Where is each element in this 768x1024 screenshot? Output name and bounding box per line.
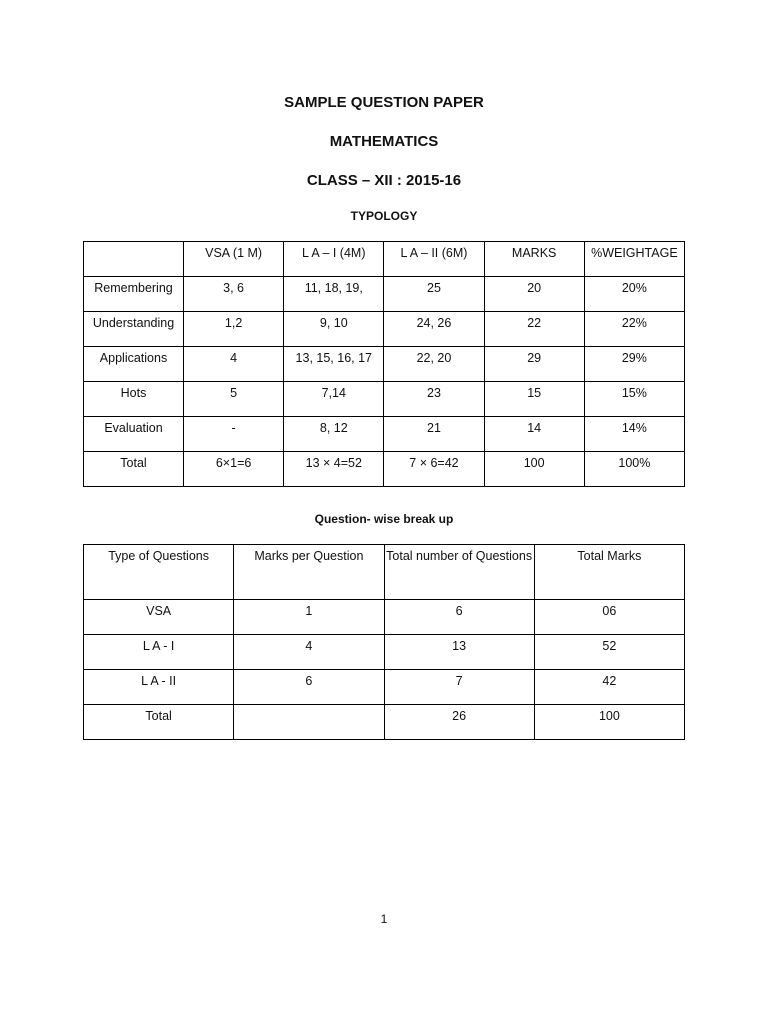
table-row [84, 635, 685, 670]
table-row-label: L A - I [84, 635, 234, 670]
table-cell: 26 [384, 705, 534, 740]
table-header-cell: L A – I (4M) [284, 242, 384, 277]
table-row [84, 312, 685, 347]
table-cell: 8, 12 [284, 417, 384, 452]
breakup-heading: Question- wise break up [314, 512, 454, 526]
table-row [84, 382, 685, 417]
table-header-cell: L A – II (6M) [384, 242, 484, 277]
table-total-row [84, 452, 685, 487]
table-cell: 21 [384, 417, 484, 452]
table-cell: 25 [384, 277, 484, 312]
table-cell: 24, 26 [384, 312, 484, 347]
table-row-label: Hots [84, 382, 184, 417]
page-number: 1 [380, 912, 388, 926]
table-cell: 1 [234, 600, 384, 635]
table-header-cell: VSA (1 M) [184, 242, 284, 277]
table-header-cell: Total number of Questions [384, 545, 534, 600]
table-cell: 6 [234, 670, 384, 705]
table-cell: 9, 10 [284, 312, 384, 347]
table-header-cell: Total Marks [534, 545, 684, 600]
table-row-label: Total [84, 452, 184, 487]
table-cell [234, 705, 384, 740]
table-row-label: Evaluation [84, 417, 184, 452]
table-row-label: Total [84, 705, 234, 740]
table-header-cell: %WEIGHTAGE [584, 242, 684, 277]
subject-heading: MATHEMATICS [329, 133, 439, 150]
table-row-label: Understanding [84, 312, 184, 347]
table-row-label: L A - II [84, 670, 234, 705]
paper-title: SAMPLE QUESTION PAPER [284, 94, 484, 111]
table-cell: 100 [534, 705, 684, 740]
table-cell: 3, 6 [184, 277, 284, 312]
table-header-cell: Marks per Question [234, 545, 384, 600]
table-row [84, 347, 685, 382]
table-row-label: VSA [84, 600, 234, 635]
table-cell: 4 [184, 347, 284, 382]
table-cell: 15% [584, 382, 684, 417]
table-header-cell: MARKS [484, 242, 584, 277]
table-cell: 22% [584, 312, 684, 347]
table-cell: 100 [484, 452, 584, 487]
table-header-row [84, 545, 685, 600]
table-cell: 20 [484, 277, 584, 312]
table-cell: 100% [584, 452, 684, 487]
table-row [84, 277, 685, 312]
table-header-cell [84, 242, 184, 277]
table-cell: 29% [584, 347, 684, 382]
table-cell: 29 [484, 347, 584, 382]
table-row [84, 417, 685, 452]
table-cell: 20% [584, 277, 684, 312]
typology-table [83, 241, 685, 487]
table-header-row [84, 242, 685, 277]
table-row [84, 600, 685, 635]
table-cell: 06 [534, 600, 684, 635]
table-cell: 5 [184, 382, 284, 417]
table-cell: 1,2 [184, 312, 284, 347]
table-row-label: Applications [84, 347, 184, 382]
table-cell: 52 [534, 635, 684, 670]
table-cell: 7 × 6=42 [384, 452, 484, 487]
table-cell: 23 [384, 382, 484, 417]
table-cell: 4 [234, 635, 384, 670]
question-breakup-table [83, 544, 685, 740]
table-cell: 22, 20 [384, 347, 484, 382]
table-total-row [84, 705, 685, 740]
table-row-label: Remembering [84, 277, 184, 312]
table-cell: - [184, 417, 284, 452]
class-heading: CLASS – XII : 2015-16 [306, 172, 462, 189]
table-row [84, 670, 685, 705]
typology-heading: TYPOLOGY [350, 209, 418, 223]
table-cell: 13 × 4=52 [284, 452, 384, 487]
table-cell: 15 [484, 382, 584, 417]
table-header-cell: Type of Questions [84, 545, 234, 600]
table-cell: 11, 18, 19, [284, 277, 384, 312]
table-cell: 14 [484, 417, 584, 452]
table-cell: 6 [384, 600, 534, 635]
table-cell: 14% [584, 417, 684, 452]
table-cell: 7 [384, 670, 534, 705]
table-cell: 6×1=6 [184, 452, 284, 487]
table-cell: 7,14 [284, 382, 384, 417]
table-cell: 13 [384, 635, 534, 670]
table-cell: 13, 15, 16, 17 [284, 347, 384, 382]
table-cell: 42 [534, 670, 684, 705]
table-cell: 22 [484, 312, 584, 347]
